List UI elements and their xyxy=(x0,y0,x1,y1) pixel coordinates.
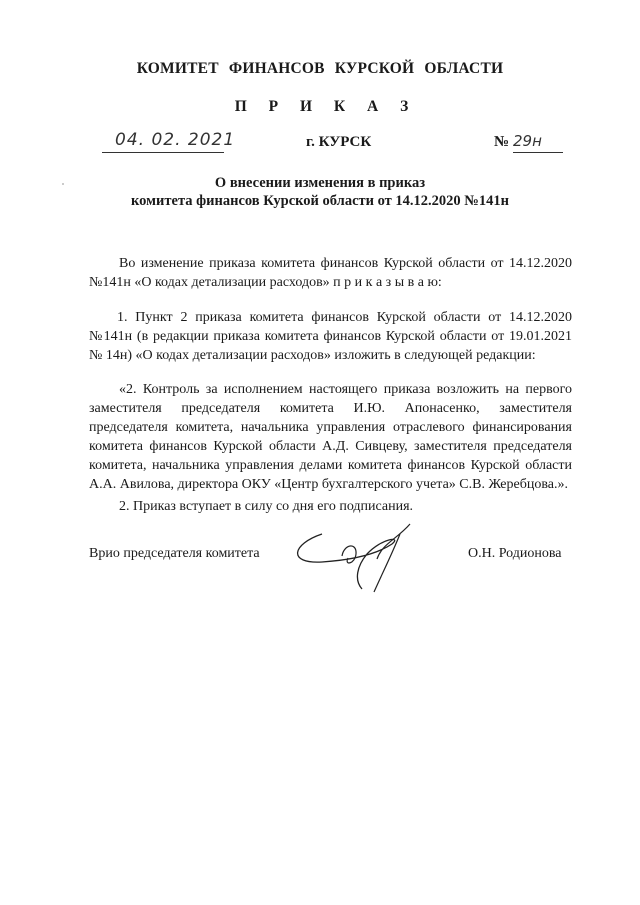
handwritten-number: 29н xyxy=(513,132,542,150)
number-underline xyxy=(513,152,563,153)
signatory-name: О.Н. Родионова xyxy=(468,546,562,561)
clause-2-effective-paragraph: 2. Приказ вступает в силу со дня его подписания. xyxy=(119,499,414,514)
number-label: № xyxy=(494,134,510,150)
subject-line-2: комитета финансов Курской области от 14.12.2020 №141н xyxy=(131,193,509,209)
subject-line-1: О внесении изменения в приказ xyxy=(214,175,426,191)
subject-heading xyxy=(0,174,640,210)
signatory-position: Врио председателя комитета xyxy=(89,546,260,561)
clause-2-quoted-paragraph: «2. Контроль за исполнением настоящего приказа возложить на первого заместителя председателя комитета И.Ю. Апонасенко, заместителя председателя комитета, начальника управления отраслевого финансирования комитета финансов Курской области А.Д. Сивцеву, заместителя председателя комитета, начальника управления делами комитета финансов Курской области А.А. Авилова, директора ОКУ «Центр бухгалтерского учета» С.В. Жеребцова.». xyxy=(89,382,572,492)
handwritten-signature-icon xyxy=(282,514,432,594)
city-label: г. КУРСК xyxy=(306,134,372,150)
clause-1-paragraph: 1. Пункт 2 приказа комитета финансов Курской области от 14.12.2020 №141н (в редакции приказа комитета финансов Курской области от 19.01.2021 № 14н) «О кодах детализации расходов» изложить в следующей редакции: xyxy=(89,310,572,363)
committee-title: КОМИТЕТ ФИНАНСОВ КУРСКОЙ ОБЛАСТИ xyxy=(136,60,504,77)
preamble-paragraph: Во изменение приказа комитета финансов Курской области от 14.12.2020 №141н «О кодах детализации расходов» п р и к а з ы в а ю: xyxy=(89,256,572,290)
handwritten-date: 04. 02. 2021 xyxy=(115,130,236,150)
date-underline xyxy=(102,152,224,153)
document-type-title: П Р И К А З xyxy=(234,98,418,115)
